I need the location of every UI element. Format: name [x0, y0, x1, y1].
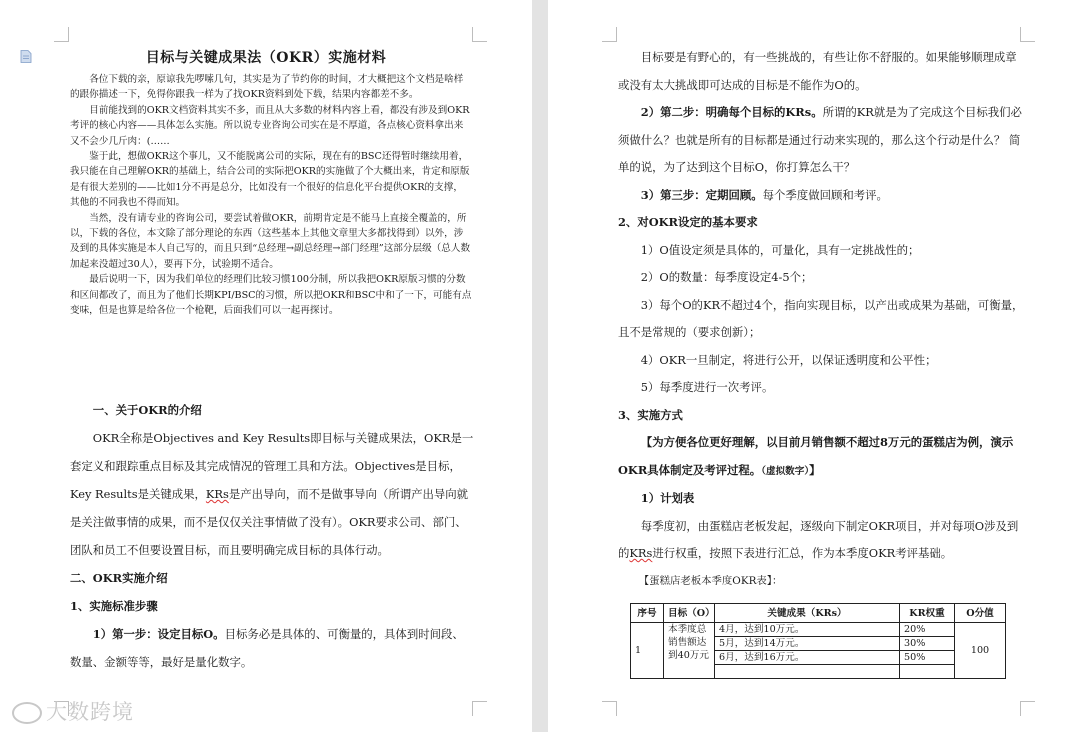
table-cell-kr: 6月，达到16万元。	[715, 651, 900, 665]
section-heading: 2、对OKR设定的基本要求	[618, 215, 758, 229]
example-note	[618, 429, 1028, 485]
okr-steps-section	[618, 44, 1028, 595]
table-header: KR权重	[900, 604, 955, 623]
crop-mark	[602, 701, 617, 716]
example-text-small: （虚拟数字）	[761, 465, 810, 477]
step-paragraph	[70, 620, 475, 676]
table-cell-weight	[900, 665, 955, 679]
table-header: 目标（O）	[664, 604, 715, 623]
table-cell-weight: 20%	[900, 623, 955, 637]
table-cell-kr: 4月，达到10万元。	[715, 623, 900, 637]
table-cell-weight: 50%	[900, 651, 955, 665]
body-text: OKR全称是Objectives and Key Results即目标与关键成果法，OKR是一套定义和跟踪重点目标及其完成情况的管理工具和方法。Objectives是目标，Key Results是关键成果，	[70, 431, 474, 501]
table-cell-objective: 本季度总销售额达到40万元	[664, 623, 715, 679]
document-page-left	[0, 0, 532, 732]
intro-paragraph: 当然，没有请专业的咨询公司，要尝试着做OKR，前期肯定是不能马上直接全覆盖的，所以，下载的各位，本文除了部分理论的东西（这些基本上其他文章里大多都找得到）以外，涉及到的具体实施是本人自己写的，而且只到“总经理→副总经理→部门经理”这部分层级（总人数加起来没超过30人），要再下分，试验期不适合。	[70, 212, 471, 270]
table-cell-kr: 5月，达到14万元。	[715, 637, 900, 651]
section-heading: 3、实施方式	[618, 407, 683, 422]
step-text: 所谓的KR就是为了完成这个目标我们必须做什么？也就是所有的目标都是通过行动来实现的，那么这个行动是什么？ 简单的说，为了达到这个目标O，你打算怎么干？	[618, 105, 1022, 174]
crop-mark	[602, 27, 617, 42]
intro-paragraph: 目前能找到的OKR文档资料其实不多，而且从大多数的材料内容上看，都没有涉及到OKR考评的核心内容——具体怎么实施。所以说专业咨询公司实在是不厚道，各点核心资料拿出来又不会少几斤肉：(……	[70, 104, 470, 147]
table-caption: 【蛋糕店老板本季度OKR表】：	[638, 574, 783, 587]
step-paragraph	[618, 99, 1028, 182]
requirement-item: 1）O值设定须是具体的，可量化，具有一定挑战性的；	[640, 242, 920, 257]
step-text: 每个季度做回顾和考评。	[762, 187, 888, 202]
crop-mark	[1020, 701, 1035, 716]
table-row	[631, 623, 1006, 637]
watermark-logo-icon	[12, 702, 42, 724]
intro-block	[70, 72, 472, 319]
intro-paragraph: 鉴于此，想做OKR这个事儿，又不能脱离公司的实际，现在有的BSC还得暂时继续用着，我只能在自己理解OKR的基础上，结合公司的实际把OKR的实施做了个大概出来，肯定和原版是有很大差别的——比如1分不再是总分，比如没有一个很好的信息化平台提供OKR的支撑，其他的不同我也不得而知。	[70, 151, 470, 209]
table-cell-score: 100	[955, 623, 1006, 679]
table-cell-weight: 30%	[900, 637, 955, 651]
section-heading: 二、OKR实施介绍	[70, 571, 168, 585]
subsection-heading: 1、实施标准步骤	[70, 599, 158, 613]
okr-table	[630, 603, 1006, 679]
intro-paragraph: 最后说明一下，因为我们单位的经理们比较习惯100分制，所以我把OKR原版习惯的分数和区间都改了，而且为了他们长期KPI/BSC的习惯，所以把OKR和BSC中和了一下，可能有点变味，但是也算是给各位一个枪靶，后面我们可以一起再探讨。	[70, 274, 472, 317]
crop-mark	[54, 27, 69, 42]
table-cell-kr	[715, 665, 900, 679]
step-label: 3）第三步：定期回顾。	[640, 187, 763, 202]
crop-mark	[472, 27, 487, 42]
requirement-item: 2）O的数量：每季度设定4-5个；	[640, 270, 813, 284]
body-text: 每季度初，由蛋糕店老板发起，逐级向下制定OKR项目，并对每项O涉及到的	[618, 518, 1019, 560]
table-header: 序号	[631, 604, 664, 623]
intro-paragraph: 各位下载的亲，原谅我先啰嗦几句，其实是为了节约你的时间，才大概把这个文档是啥样的跟你描述一下，免得你跟我一样为了找OKR资料到处下载，结果内容都差不多。	[70, 74, 464, 101]
section-heading: 一、关于OKR的介绍	[92, 403, 202, 417]
requirement-item: 3）每个O的KR不超过4个，指向实现目标，以产出或成果为基础，可衡量，且不是常规的（要求创新）；	[618, 297, 1024, 339]
subsection-heading: 1）计划表	[640, 491, 695, 505]
watermark	[12, 696, 134, 726]
watermark-text: 大数跨境	[46, 700, 134, 724]
table-header: O分值	[955, 604, 1006, 623]
document-title: 目标与关键成果法（OKR）实施材料	[145, 50, 387, 66]
table-cell-no: 1	[631, 623, 664, 679]
crop-mark	[472, 701, 487, 716]
requirement-item: 5）每季度进行一次考评。	[640, 380, 774, 394]
step-label: 1）第一步：设定目标O。	[92, 627, 225, 641]
krs-term: KRs	[629, 546, 653, 560]
okr-intro-section	[70, 396, 475, 676]
body-text: 进行权重，按照下表进行汇总，作为本季度OKR考评基础。	[652, 546, 953, 560]
table-header-row	[631, 604, 1006, 623]
body-paragraph	[70, 424, 475, 564]
body-paragraph: 目标要是有野心的，有一些挑战的，有些让你不舒服的。如果能够顺理成章或没有太大挑战即可达成的目标是不能作为O的。	[618, 50, 1017, 92]
body-text: 是产出导向，而不是做事导向（所谓产出导向就是关注做事情的成果，而不是仅仅关注事情做了没有）。OKR要求公司、部门、团队和员工不但要设置目标，而且要明确完成目标的具体行动。	[70, 487, 469, 557]
krs-term: KRs	[205, 487, 229, 501]
crop-mark	[1020, 27, 1035, 42]
table-header: 关键成果（KRs）	[715, 604, 900, 623]
requirement-item: 4）OKR一旦制定，将进行公开，以保证透明度和公平性；	[640, 352, 937, 367]
example-text: 【为方便各位更好理解，以目前月销售额不超过8万元的蛋糕店为例，演示OKR具体制定及考评过程。	[618, 435, 1014, 477]
step-paragraph	[618, 182, 1028, 210]
example-bracket: 】	[809, 462, 821, 477]
step-text: 目标务必是具体的、可衡量的，具体到时间段、数量、金额等等，最好是量化数字。	[70, 627, 464, 669]
body-paragraph	[618, 513, 1028, 568]
step-label: 2）第二步：明确每个目标的KRs。	[640, 105, 823, 119]
document-page-right	[548, 0, 1080, 732]
